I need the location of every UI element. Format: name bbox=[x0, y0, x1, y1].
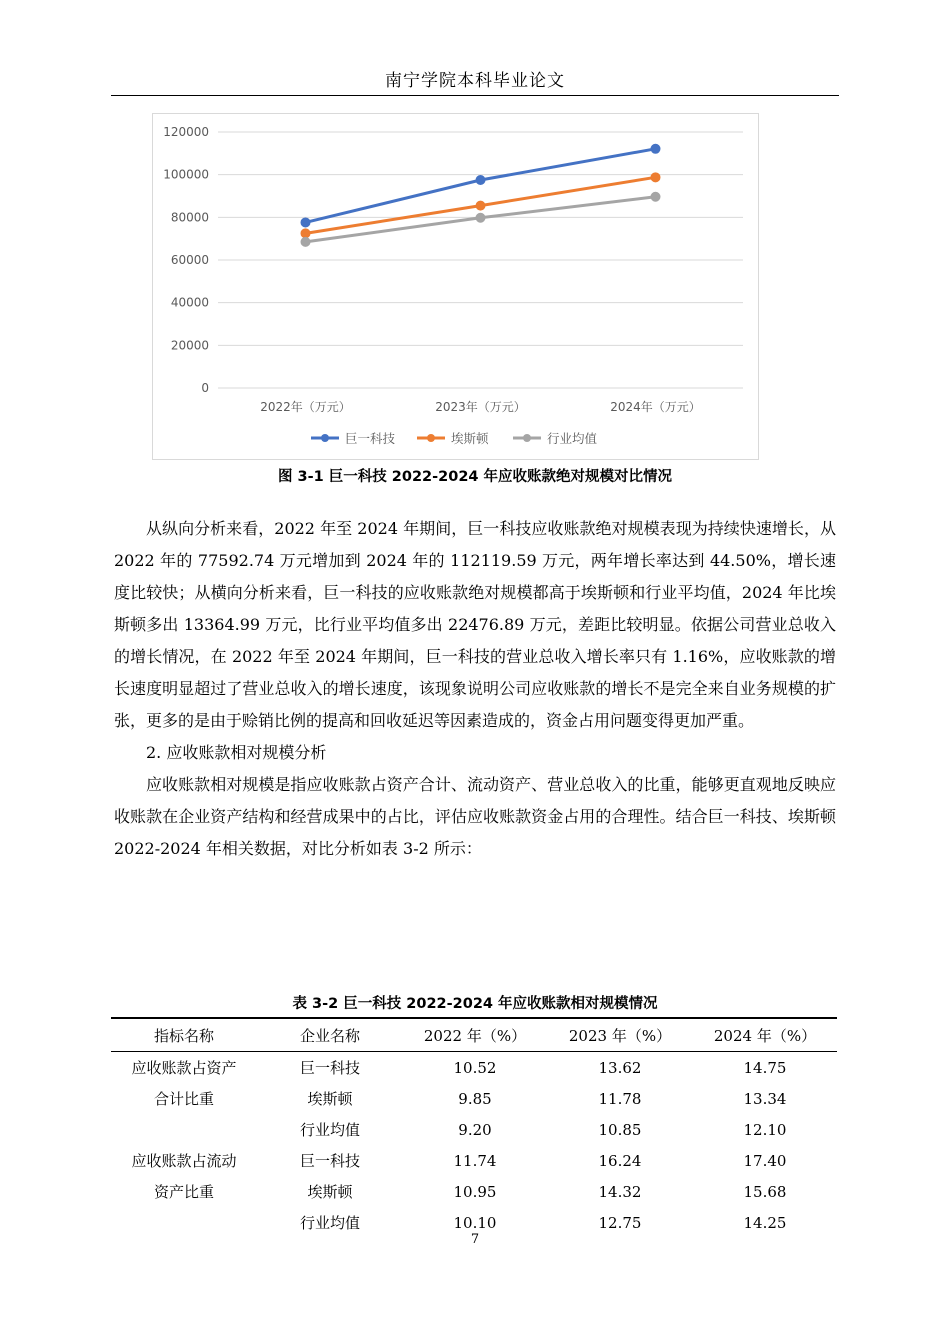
legend-marker bbox=[321, 434, 329, 442]
company-cell: 巨一科技 bbox=[299, 1152, 360, 1170]
body-text bbox=[114, 513, 836, 865]
data-point bbox=[651, 173, 660, 182]
line-chart-frame bbox=[152, 113, 759, 460]
x-tick-label: 2023年（万元） bbox=[435, 400, 526, 414]
y-tick-label: 80000 bbox=[170, 210, 209, 225]
paragraph-relative-scale: 应收账款相对规模是指应收账款占资产合计、流动资产、营业总收入的比重，能够更直观地反映应收账款在企业资产结构和经营成果中的占比，评估应收账款资金占用的合理性。结合巨一科技、埃斯顿 2022-2024 年相关数据，对比分析如表 3-2 所示： bbox=[114, 775, 836, 858]
line-chart bbox=[153, 114, 758, 459]
table-row bbox=[111, 1052, 837, 1084]
legend-label: 巨一科技 bbox=[345, 431, 396, 446]
value-cell: 13.62 bbox=[598, 1058, 642, 1077]
indicator-cell bbox=[111, 1114, 257, 1145]
y-tick-label: 0 bbox=[201, 381, 209, 395]
value-cell: 14.32 bbox=[598, 1182, 642, 1201]
table-caption: 表 3-2 巨一科技 2022-2024 年应收账款相对规模情况 bbox=[292, 996, 658, 1012]
y-tick-label: 40000 bbox=[170, 295, 209, 310]
header-divider bbox=[111, 95, 839, 96]
value-cell: 12.75 bbox=[598, 1213, 642, 1232]
figure-caption: 图 3-1 巨一科技 2022-2024 年应收账款绝对规模对比情况 bbox=[277, 469, 673, 485]
value-cell: 9.85 bbox=[458, 1089, 492, 1108]
value-cell: 10.52 bbox=[453, 1058, 497, 1077]
value-cell: 10.95 bbox=[453, 1182, 497, 1201]
indicator-cell: 合计比重 bbox=[153, 1090, 214, 1108]
indicator-cell: 资产比重 bbox=[153, 1183, 214, 1201]
value-cell: 11.74 bbox=[453, 1151, 497, 1170]
value-cell: 14.75 bbox=[743, 1058, 787, 1077]
data-point bbox=[651, 192, 660, 201]
indicator-cell: 应收账款占资产 bbox=[131, 1059, 237, 1077]
header-indicator: 指标名称 bbox=[111, 1018, 257, 1052]
x-tick-label: 2022年（万元） bbox=[260, 400, 351, 414]
table-row bbox=[111, 1114, 837, 1145]
section-heading: 2. 应收账款相对规模分析 bbox=[146, 743, 327, 762]
legend-marker bbox=[523, 434, 531, 442]
value-cell: 10.10 bbox=[453, 1213, 497, 1232]
legend-label: 埃斯顿 bbox=[451, 431, 489, 446]
data-point bbox=[476, 201, 485, 210]
header-company: 企业名称 bbox=[257, 1018, 403, 1052]
paragraph-absolute-scale: 从纵向分析来看，2022 年至 2024 年期间，巨一科技应收账款绝对规模表现为持续快速增长，从 2022 年的 77592.74 万元增加到 2024 年的 112119.59 万元，两年增长率达到 44.50%，增长速度比较快；从横向分析来看，巨一科技的应收账款绝对规模都高于埃斯顿和行业平均值，2024 年比埃斯顿多出 13364.99 万元，比行业平均值多出 22476.89 万元，差距比较明显。依据公司营业总收入的增长情况，在 2022 年至 2024 年期间，巨一科技的营业总收入增长率只有 1.16%，应收账款的增长速度明显超过了营业总收入的增长速度，该现象说明公司应收账款的增长不是完全来自业务规模的扩张，更多的是由于赊销比例的提高和回收延迟等因素造成的，资金占用问题变得更加严重。 bbox=[114, 519, 836, 730]
data-point bbox=[301, 218, 310, 227]
table-row bbox=[111, 1083, 837, 1114]
value-cell: 10.85 bbox=[598, 1120, 642, 1139]
value-cell: 13.34 bbox=[743, 1089, 787, 1108]
y-tick-label: 120000 bbox=[163, 125, 209, 139]
value-cell: 11.78 bbox=[598, 1089, 642, 1108]
value-cell: 17.40 bbox=[743, 1151, 787, 1170]
value-cell: 12.10 bbox=[743, 1120, 787, 1139]
company-cell: 行业均值 bbox=[299, 1214, 360, 1232]
page-number: 7 bbox=[470, 1232, 480, 1247]
data-point bbox=[301, 237, 310, 246]
x-tick-label: 2024年（万元） bbox=[610, 400, 701, 414]
legend-marker bbox=[427, 434, 435, 442]
value-cell: 16.24 bbox=[598, 1151, 642, 1170]
company-cell: 埃斯顿 bbox=[307, 1183, 353, 1201]
relative-scale-table bbox=[111, 1017, 837, 1238]
header-2022: 2022 年（%） bbox=[403, 1018, 547, 1052]
header-2023: 2023 年（%） bbox=[547, 1018, 693, 1052]
indicator-cell: 应收账款占流动 bbox=[131, 1152, 237, 1170]
company-cell: 巨一科技 bbox=[299, 1059, 360, 1077]
table-row bbox=[111, 1145, 837, 1176]
table-header-row bbox=[111, 1018, 837, 1052]
data-point bbox=[651, 144, 660, 153]
data-point bbox=[301, 229, 310, 238]
legend-label: 行业均值 bbox=[547, 431, 598, 446]
company-cell: 埃斯顿 bbox=[307, 1090, 353, 1108]
data-point bbox=[476, 213, 485, 222]
value-cell: 15.68 bbox=[743, 1182, 787, 1201]
company-cell: 行业均值 bbox=[299, 1121, 360, 1139]
y-tick-label: 60000 bbox=[170, 253, 209, 267]
data-point bbox=[476, 176, 485, 185]
value-cell: 9.20 bbox=[458, 1120, 492, 1139]
y-tick-label: 100000 bbox=[163, 167, 209, 182]
page-header-title: 南宁学院本科毕业论文 bbox=[385, 71, 565, 91]
header-2024: 2024 年（%） bbox=[693, 1018, 837, 1052]
y-tick-label: 20000 bbox=[170, 338, 209, 353]
value-cell: 14.25 bbox=[743, 1213, 787, 1232]
table-row bbox=[111, 1176, 837, 1207]
